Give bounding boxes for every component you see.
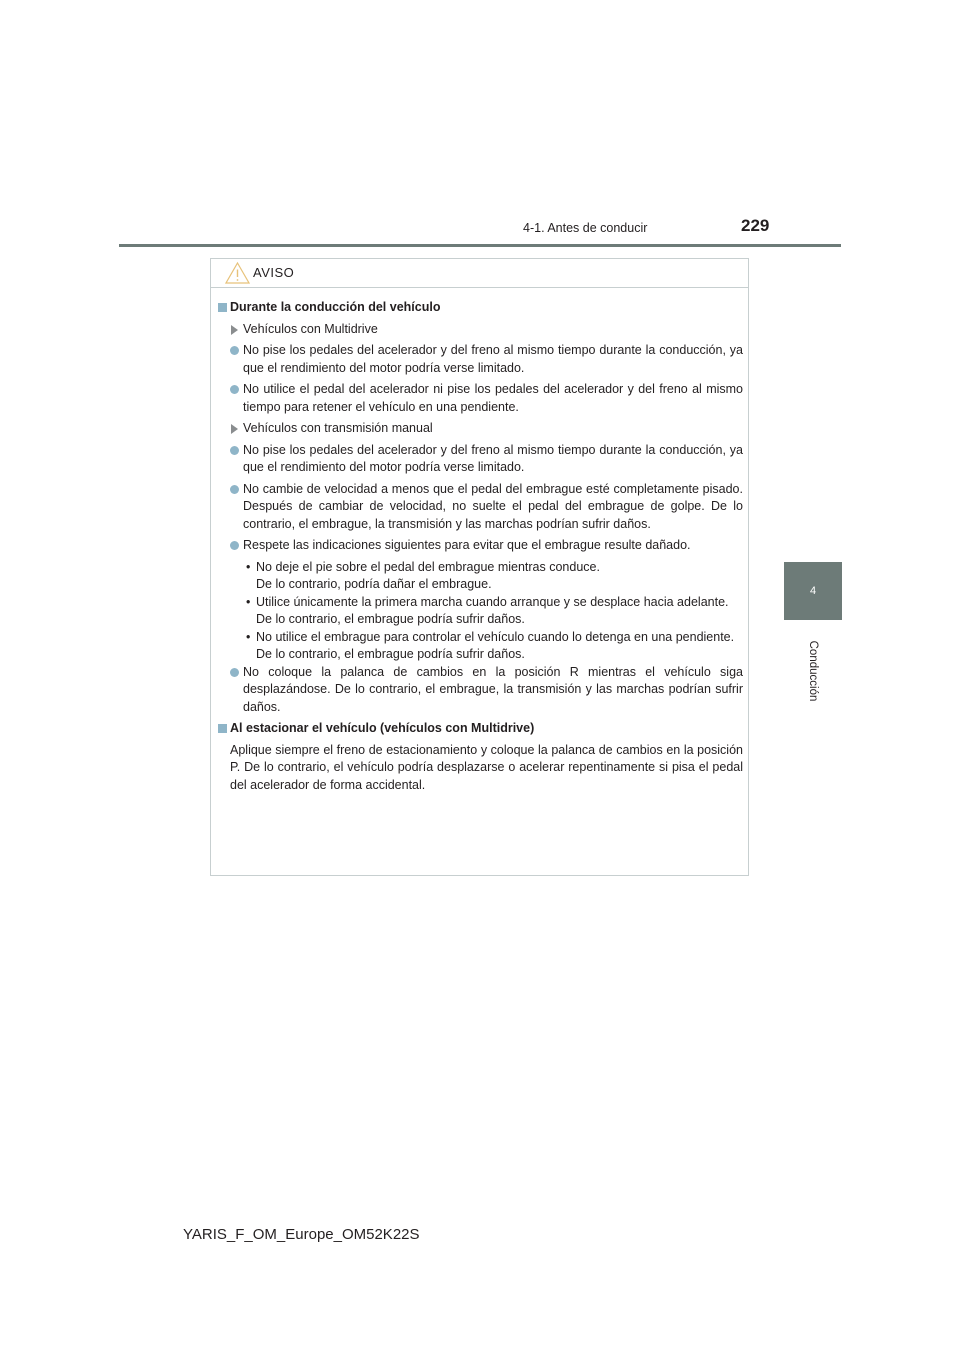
dot-bullet-icon	[230, 668, 239, 677]
header-section-title: 4-1. Antes de conducir	[523, 221, 648, 235]
subheading: Vehículos con Multidrive	[217, 321, 743, 339]
bullet-item: No utilice el pedal del acelerador ni pise los pedales del acelerador y del freno al mismo tiempo para retener el vehículo en una pendiente.	[217, 381, 743, 416]
chapter-tab-number: 4	[809, 585, 817, 597]
document-code: YARIS_F_OM_Europe_OM52K22S	[183, 1226, 420, 1243]
dash-marker: •	[246, 594, 251, 609]
dot-bullet-icon	[230, 346, 239, 355]
dot-bullet-icon	[230, 446, 239, 455]
dash-item-note: De lo contrario, podría dañar el embrague.	[256, 577, 492, 591]
warning-body	[217, 299, 743, 794]
square-bullet-icon	[218, 724, 227, 733]
section-paragraph: Aplique siempre el freno de estacionamiento y coloque la palanca de cambios en la posición P. De lo contrario, el vehículo podría desplazarse o acelerar repentinamente si pisa el pedal del acelerador de forma accidental.	[230, 742, 743, 792]
chapter-tab[interactable]	[784, 562, 842, 620]
warning-header	[211, 259, 748, 288]
section-heading: Al estacionar el vehículo (vehículos con Multidrive)	[217, 720, 743, 738]
triangle-bullet-icon	[231, 325, 238, 335]
bullet-item: No coloque la palanca de cambios en la posición R mientras el vehículo siga desplazándose. De lo contrario, el embrague, la transmisión y las marchas podrían sufrir daños.	[217, 664, 743, 717]
bullet-item: No pise los pedales del acelerador y del freno al mismo tiempo durante la conducción, ya que el rendimiento del motor podría verse limitado.	[217, 442, 743, 477]
dot-bullet-icon	[230, 385, 239, 394]
bullet-item: No cambie de velocidad a menos que el pedal del embrague esté completamente pisado. Después de cambiar de velocidad, no suelte el pedal del embrague de golpe. De lo contrario, el embrague, la transmisión y las marchas podrían sufrir daños.	[217, 481, 743, 534]
square-bullet-icon	[218, 303, 227, 312]
triangle-bullet-icon	[231, 424, 238, 434]
bullet-item: No pise los pedales del acelerador y del freno al mismo tiempo durante la conducción, ya que el rendimiento del motor podría verse limitado.	[217, 342, 743, 377]
dot-bullet-icon	[230, 541, 239, 550]
dash-item-note: De lo contrario, el embrague podría sufrir daños.	[256, 612, 525, 626]
subheading: Vehículos con transmisión manual	[217, 420, 743, 438]
warning-box	[210, 258, 749, 876]
dash-item: • No utilice el embrague para controlar el vehículo cuando lo detenga en una pendiente.	[217, 629, 743, 647]
section-heading: Durante la conducción del vehículo	[217, 299, 743, 317]
bullet-item: Respete las indicaciones siguientes para evitar que el embrague resulte dañado.	[217, 537, 743, 555]
dash-item: • Utilice únicamente la primera marcha cuando arranque y se desplace hacia adelante.	[217, 594, 743, 612]
dash-list	[217, 559, 743, 664]
dash-item-note: De lo contrario, el embrague podría sufrir daños.	[256, 647, 525, 661]
warning-title: AVISO	[253, 265, 295, 280]
dot-bullet-icon	[230, 485, 239, 494]
dash-marker: •	[246, 629, 251, 644]
page-number: 229	[741, 216, 770, 235]
dash-marker: •	[246, 559, 251, 574]
chapter-tab-label: Conducción	[807, 640, 819, 702]
warning-triangle-icon	[225, 262, 250, 284]
dash-item: • No deje el pie sobre el pedal del embrague mientras conduce.	[217, 559, 743, 577]
header-rule	[119, 244, 841, 247]
